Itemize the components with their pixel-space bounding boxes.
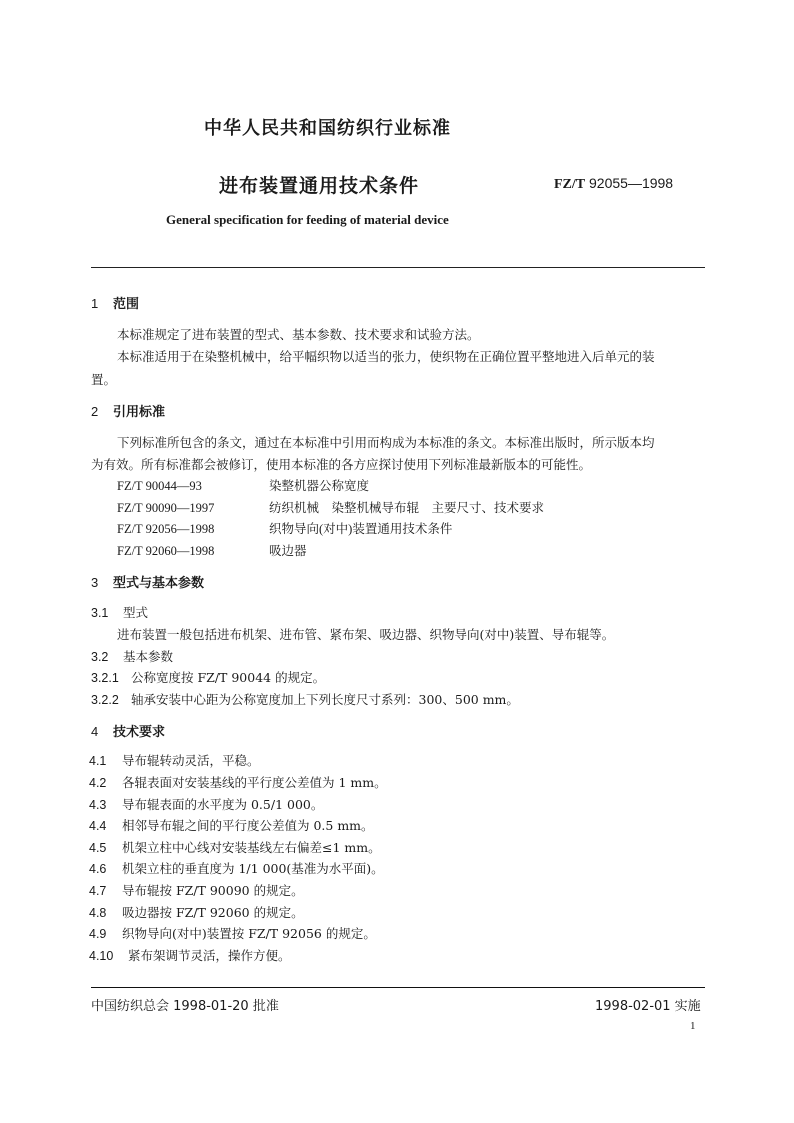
- requirement-item: [89, 946, 291, 964]
- requirement-item: [89, 751, 260, 769]
- clause-text: 公称宽度按 FZ/T 90044 的规定。: [131, 670, 326, 685]
- item-number: 4.7: [89, 884, 107, 898]
- section-title: 引用标准: [113, 405, 166, 420]
- item-text: 紧布架调节灵活，操作方便。: [128, 948, 291, 963]
- clause-3-2-1: [91, 668, 325, 686]
- requirement-item: [89, 816, 374, 834]
- item-number: 4.10: [89, 949, 114, 963]
- item-text: 导布辊按 FZ/T 90090 的规定。: [122, 883, 304, 898]
- section-1-heading: [91, 293, 139, 312]
- reference-item: [117, 519, 452, 537]
- requirement-item: [89, 838, 381, 856]
- reference-title: 染整机器公称宽度: [269, 479, 370, 493]
- section-2-heading: [91, 401, 165, 420]
- clause-number: 3.2.2: [91, 693, 119, 707]
- requirement-item: [89, 881, 304, 899]
- clause-text: 轴承安装中心距为公称宽度加上下列长度尺寸系列：300、500 mm。: [131, 692, 519, 707]
- section-number: 3: [91, 575, 99, 590]
- english-title: General specification for feeding of material device: [166, 212, 449, 227]
- reference-code: FZ/T 92060—1998: [117, 544, 215, 558]
- reference-code: FZ/T 90090—1997: [117, 501, 215, 515]
- section-4-heading: [91, 721, 165, 740]
- requirement-item: [89, 903, 304, 921]
- item-text: 机架立柱的垂直度为 1/1 000(基准为水平面)。: [122, 861, 384, 876]
- item-number: 4.8: [89, 906, 107, 920]
- item-number: 4.5: [89, 841, 107, 855]
- paragraph: 进布装置一般包括进布机架、进布管、紧布架、吸边器、织物导向(对中)装置、导布辊等。: [117, 627, 615, 642]
- section-number: 2: [91, 404, 99, 419]
- paragraph: 下列标准所包含的条文，通过在本标准中引用而构成为本标准的条文。本标准出版时，所示版本均: [117, 435, 655, 450]
- subsection-3-2-heading: [91, 647, 173, 665]
- document-title: 进布装置通用技术条件: [219, 175, 420, 197]
- item-number: 4.4: [89, 819, 107, 833]
- subsection-title: 型式: [123, 605, 149, 620]
- approval-statement: 中国纺织总会 1998-01-20 批准: [91, 999, 279, 1014]
- standard-code-prefix: FZ/T: [554, 177, 586, 192]
- subsection-3-1-heading: [91, 603, 148, 621]
- reference-code: FZ/T 92056—1998: [117, 522, 215, 536]
- header-divider: [91, 267, 705, 268]
- section-number: 1: [91, 296, 99, 311]
- section-3-heading: [91, 572, 204, 591]
- clause-number: 3.2.1: [91, 671, 119, 685]
- reference-code: FZ/T 90044—93: [117, 479, 202, 493]
- paragraph: 置。: [91, 372, 117, 387]
- reference-item: [117, 541, 307, 559]
- page-number: 1: [690, 1020, 696, 1032]
- section-title: 型式与基本参数: [113, 576, 205, 591]
- reference-item: [117, 476, 369, 494]
- implementation-date: 1998-02-01 实施: [595, 999, 701, 1014]
- subsection-title: 基本参数: [123, 649, 174, 664]
- reference-title: 织物导向(对中)装置通用技术条件: [269, 522, 453, 536]
- reference-title: 纺织机械 染整机械导布辊 主要尺寸、技术要求: [269, 501, 545, 515]
- item-text: 机架立柱中心线对安装基线左右偏差≤1 mm。: [122, 840, 381, 855]
- item-number: 4.9: [89, 927, 107, 941]
- requirement-item: [89, 859, 384, 877]
- section-title: 范围: [113, 297, 140, 312]
- paragraph: 本标准规定了进布装置的型式、基本参数、技术要求和试验方法。: [117, 327, 480, 342]
- requirement-item: [89, 924, 376, 942]
- item-text: 织物导向(对中)装置按 FZ/T 92056 的规定。: [122, 926, 376, 941]
- item-text: 各辊表面对安装基线的平行度公差值为 1 mm。: [122, 775, 387, 790]
- standard-code-number: 92055—1998: [589, 175, 674, 191]
- item-text: 相邻导布辊之间的平行度公差值为 0.5 mm。: [122, 818, 374, 833]
- item-text: 吸边器按 FZ/T 92060 的规定。: [122, 905, 304, 920]
- item-number: 4.2: [89, 776, 107, 790]
- paragraph: 本标准适用于在染整机械中，给平幅织物以适当的张力，使织物在正确位置平整地进入后单元的装: [117, 349, 655, 364]
- item-number: 4.3: [89, 798, 107, 812]
- item-number: 4.6: [89, 862, 107, 876]
- footer-divider: [91, 987, 705, 988]
- section-title: 技术要求: [113, 725, 166, 740]
- subsection-number: 3.1: [91, 606, 109, 620]
- standard-category-title: 中华人民共和国纺织行业标准: [204, 118, 451, 139]
- standard-code: [554, 175, 673, 193]
- clause-3-2-2: [91, 690, 519, 708]
- section-number: 4: [91, 724, 99, 739]
- requirement-item: [89, 773, 387, 791]
- item-text: 导布辊转动灵活，平稳。: [122, 753, 260, 768]
- reference-item: [117, 498, 544, 516]
- requirement-item: [89, 795, 323, 813]
- reference-title: 吸边器: [269, 544, 307, 558]
- subsection-number: 3.2: [91, 650, 109, 664]
- item-text: 导布辊表面的水平度为 0.5/1 000。: [122, 797, 324, 812]
- item-number: 4.1: [89, 754, 107, 768]
- paragraph: 为有效。所有标准都会被修订，使用本标准的各方应探讨使用下列标准最新版本的可能性。: [91, 457, 592, 472]
